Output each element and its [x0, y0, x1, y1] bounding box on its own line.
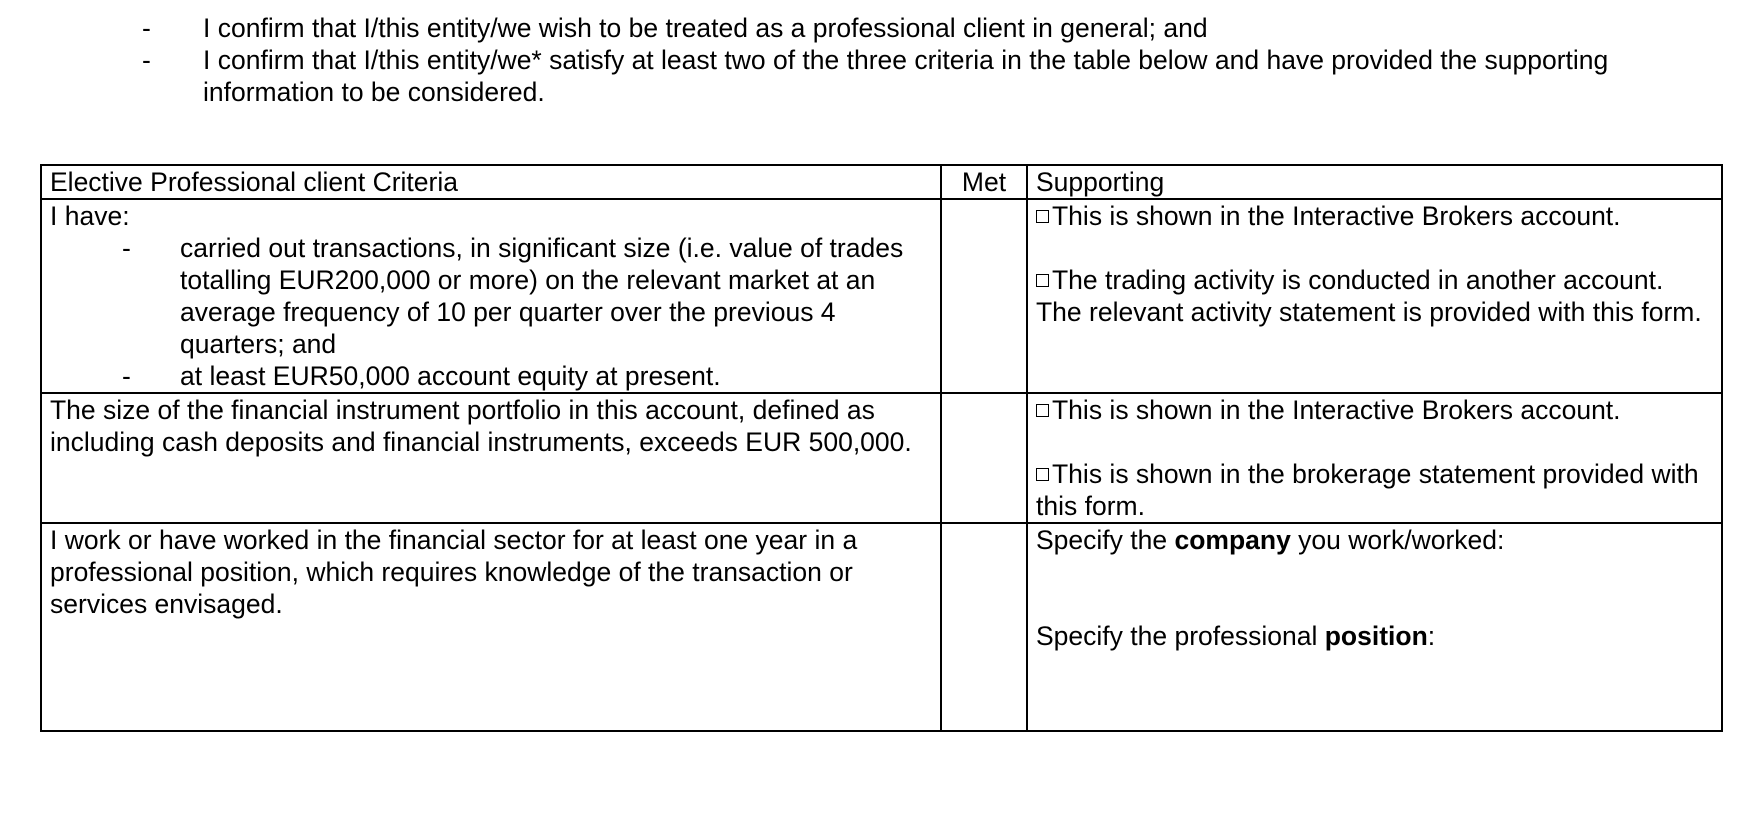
support-option-text: This is shown in the Interactive Brokers account.	[1052, 201, 1621, 231]
intro-bullet	[0, 44, 1757, 108]
criteria-sub-text: at least EUR50,000 account equity at present.	[180, 361, 721, 391]
spacer	[1036, 232, 1713, 264]
support-option	[1036, 200, 1713, 232]
table-row	[41, 523, 1722, 731]
checkbox-other-account[interactable]	[1036, 274, 1049, 287]
table-header-row	[41, 165, 1722, 199]
criteria-sub-text: carried out transactions, in significant size (i.e. value of trades totalling EUR200,000 or more) on the relevant market at an average frequency of 10 per quarter over the previous 4 quarters; and	[180, 233, 904, 359]
met-cell[interactable]	[941, 393, 1027, 523]
criteria-cell-portfolio: The size of the financial instrument portfolio in this account, defined as including cash deposits and financial instruments, exceeds EUR 500,000.	[41, 393, 941, 523]
table-row	[41, 393, 1722, 523]
checkbox-ib-account[interactable]	[1036, 210, 1049, 223]
bullet-dash: -	[142, 45, 151, 75]
bullet-dash: -	[122, 233, 131, 263]
intro-confirmations	[0, 12, 1757, 108]
spacer	[1036, 426, 1713, 458]
criteria-cell-experience: I work or have worked in the financial sector for at least one year in a professional position, which requires knowledge of the transaction or services envisaged.	[41, 523, 941, 731]
table-row	[41, 199, 1722, 393]
criteria-intro: I have:	[50, 201, 130, 231]
intro-bullet	[0, 12, 1757, 44]
company-prompt	[1036, 524, 1713, 556]
met-cell[interactable]	[941, 523, 1027, 731]
supporting-cell-portfolio	[1027, 393, 1722, 523]
company-prompt-bold: company	[1174, 525, 1291, 555]
supporting-cell-trading	[1027, 199, 1722, 393]
criteria-sub-item	[50, 360, 932, 392]
position-prompt-suffix: :	[1427, 621, 1436, 651]
support-option	[1036, 264, 1713, 328]
criteria-table	[40, 164, 1723, 732]
support-option-text: This is shown in the Interactive Brokers account.	[1052, 395, 1621, 425]
met-cell[interactable]	[941, 199, 1027, 393]
criteria-sub-item	[50, 232, 932, 360]
checkbox-ib-account[interactable]	[1036, 404, 1049, 417]
bullet-dash: -	[142, 13, 151, 43]
intro-bullet-text: I confirm that I/this entity/we wish to be treated as a professional client in general; and	[203, 13, 1208, 43]
company-answer-area[interactable]	[1036, 556, 1713, 620]
company-prompt-prefix: Specify the	[1036, 525, 1175, 555]
header-supporting: Supporting	[1027, 165, 1722, 199]
support-option-text: This is shown in the brokerage statement provided with this form.	[1036, 459, 1699, 521]
criteria-cell-trading	[41, 199, 941, 393]
checkbox-brokerage-statement[interactable]	[1036, 468, 1049, 481]
intro-bullet-text: I confirm that I/this entity/we* satisfy at least two of the three criteria in the table below and have provided the supporting information to be considered.	[203, 45, 1609, 107]
company-prompt-suffix: you work/worked:	[1290, 525, 1505, 555]
supporting-cell-experience	[1027, 523, 1722, 731]
support-option	[1036, 458, 1713, 522]
support-option-text: The trading activity is conducted in another account. The relevant activity statement is provided with this form.	[1036, 265, 1702, 327]
header-met: Met	[941, 165, 1027, 199]
support-option	[1036, 394, 1713, 426]
position-prompt-bold: position	[1324, 621, 1428, 651]
criteria-sub-list	[50, 232, 932, 392]
position-prompt-prefix: Specify the professional	[1036, 621, 1325, 651]
bullet-dash: -	[122, 361, 131, 391]
header-criteria: Elective Professional client Criteria	[41, 165, 941, 199]
position-prompt	[1036, 620, 1713, 652]
